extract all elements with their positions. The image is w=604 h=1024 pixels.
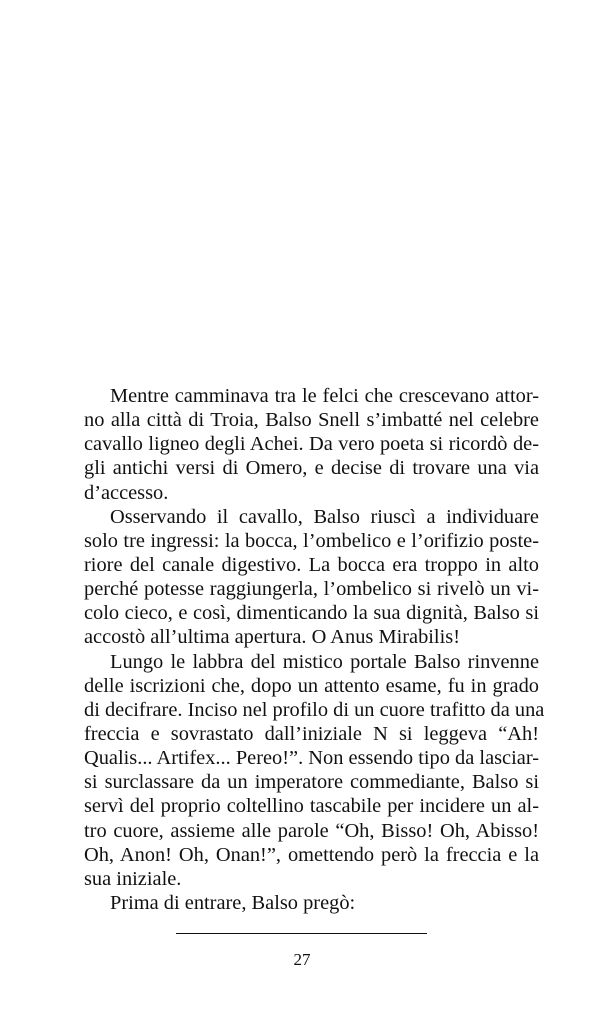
paragraph-3-line: di decifrare. Inciso nel profilo di un cuore trafitto da una bbox=[84, 698, 545, 721]
paragraph-4-line: Prima di entrare, Balso pregò: bbox=[110, 891, 356, 914]
paragraph-2-line: perché potesse raggiungerla, l’ombelico si rivelò un vi- bbox=[84, 578, 539, 601]
paragraph-3-line: Lungo le labbra del mistico portale Balso rinvenne bbox=[110, 650, 539, 673]
paragraph-3-line: Qualis... Artifex... Pereo!”. Non essendo tipo da lasciar- bbox=[84, 747, 539, 770]
paragraph-3-line: freccia e sovrastato dall’iniziale N si leggeva “Ah! bbox=[84, 722, 539, 745]
paragraph-2-line: colo cieco, e così, dimenticando la sua dignità, Balso si bbox=[84, 602, 539, 625]
paragraph-3-line: Oh, Anon! Oh, Onan!”, omettendo però la freccia e la bbox=[84, 843, 539, 866]
paragraph-2-line: solo tre ingressi: la bocca, l’ombelico e l’orifizio poste- bbox=[84, 529, 539, 552]
paragraph-3-line: servì del proprio coltellino tascabile per incidere un al- bbox=[84, 795, 539, 818]
paragraph-1-line: gli antichi versi di Omero, e decise di trovare una via bbox=[84, 457, 539, 480]
paragraph-1-line: cavallo ligneo degli Achei. Da vero poeta si ricordò de- bbox=[84, 433, 539, 456]
footer-rule bbox=[176, 933, 427, 934]
paragraph-1-line: no alla città di Troia, Balso Snell s’imbatté nel celebre bbox=[84, 409, 539, 432]
paragraph-2-line: accostò all’ultima apertura. O Anus Mirabilis! bbox=[84, 626, 460, 649]
paragraph-3-line: tro cuore, assieme alle parole “Oh, Bisso! Oh, Abisso! bbox=[84, 819, 539, 842]
paragraph-3-line: sua iniziale. bbox=[84, 867, 182, 890]
paragraph-2-line: Osservando il cavallo, Balso riuscì a individuare bbox=[110, 505, 539, 528]
body-text bbox=[84, 384, 545, 915]
page-number: 27 bbox=[293, 950, 311, 969]
paragraph-1-line: Mentre camminava tra le felci che crescevano attor- bbox=[110, 385, 539, 407]
paragraph-3-line: delle iscrizioni che, dopo un attento esame, fu in grado bbox=[84, 674, 539, 697]
paragraph-2-line: riore del canale digestivo. La bocca era troppo in alto bbox=[84, 553, 539, 576]
paragraph-3-line: si surclassare da un imperatore commediante, Balso si bbox=[84, 771, 539, 794]
paragraph-1-line: d’accesso. bbox=[84, 481, 169, 504]
